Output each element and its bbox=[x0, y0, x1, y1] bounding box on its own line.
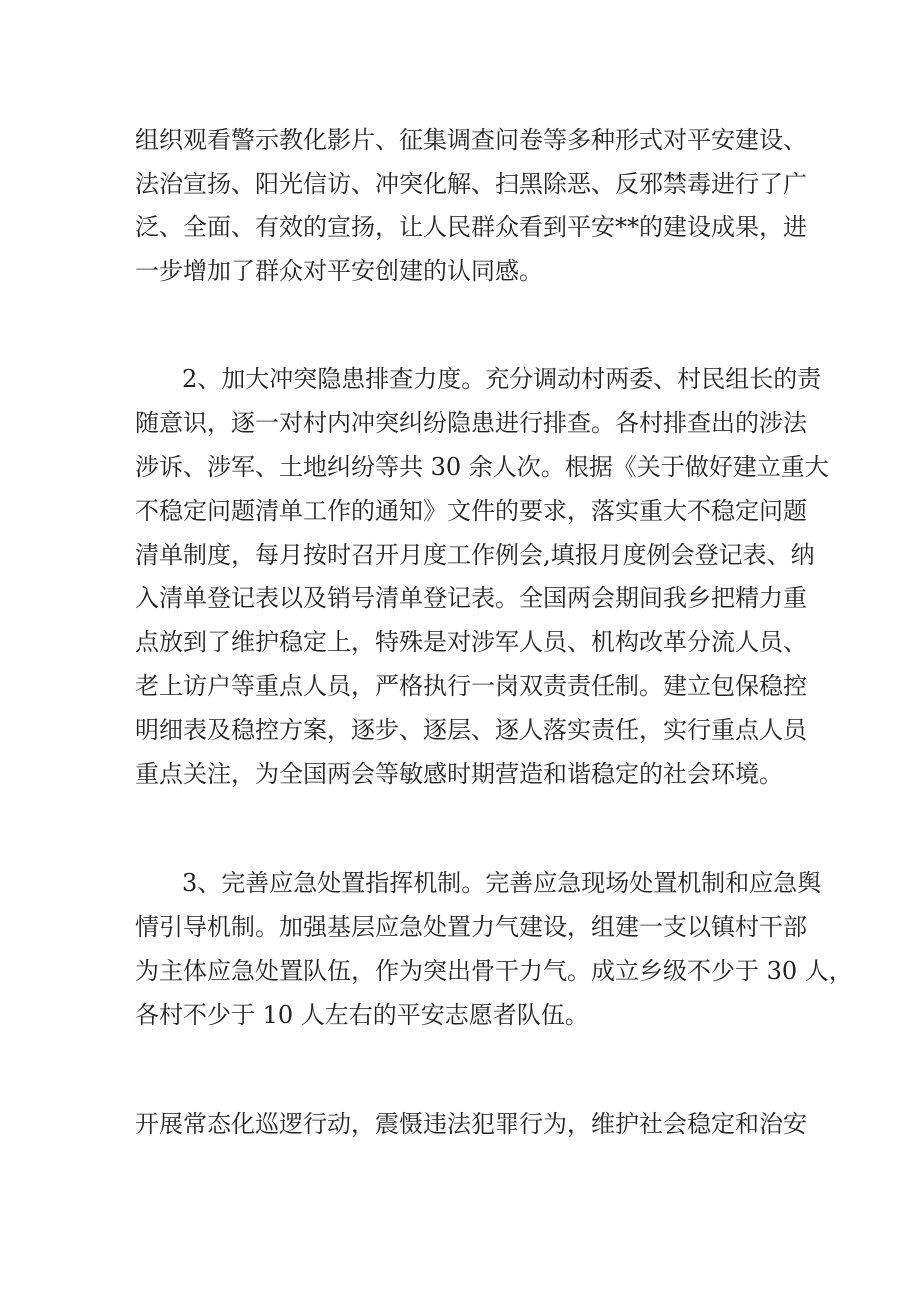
paragraph-2-line-9: 明细表及稳控方案，逐步、逐层、逐人落实责任，实行重点人员 bbox=[135, 716, 807, 744]
paragraph-2-line-3: 涉诉、涉军、土地纠纷等共 30 余人次。根据《关于做好建立重大 bbox=[135, 453, 829, 481]
paragraph-2-line-2: 随意识，逐一对村内冲突纠纷隐患进行排查。各村排查出的涉法 bbox=[135, 409, 807, 437]
paragraph-2-line-6: 入清单登记表以及销号清单登记表。全国两会期间我乡把精力重 bbox=[135, 584, 807, 612]
paragraph-2-line-1: 2、加大冲突隐患排查力度。充分调动村两委、村民组长的责 bbox=[182, 365, 822, 393]
paragraph-3-line-2: 情引导机制。加强基层应急处置力气建设，组建一支以镇村干部 bbox=[135, 913, 807, 941]
paragraph-4-line-1: 开展常态化巡逻行动，震慑违法犯罪行为，维护社会稳定和治安 bbox=[135, 1110, 807, 1138]
paragraph-2-line-4: 不稳定问题清单工作的通知》文件的要求，落实重大不稳定问题 bbox=[135, 497, 807, 525]
paragraph-3-line-4: 各村不少于 10 人左右的平安志愿者队伍。 bbox=[135, 1001, 589, 1029]
paragraph-1-line-2: 法治宣扬、阳光信访、冲突化解、扫黑除恶、反邪禁毒进行了广 bbox=[135, 170, 807, 198]
paragraph-3-line-1: 3、完善应急处置指挥机制。完善应急现场处置机制和应急舆 bbox=[182, 869, 822, 897]
paragraph-2-line-8: 老上访户等重点人员，严格执行一岗双责责任制。建立包保稳控 bbox=[135, 672, 807, 700]
paragraph-1-line-1: 组织观看警示教化影片、征集调查问卷等多种形式对平安建设、 bbox=[135, 126, 807, 154]
paragraph-1-line-4: 一步增加了群众对平安创建的认同感。 bbox=[135, 257, 543, 285]
paragraph-2-line-10: 重点关注，为全国两会等敏感时期营造和谐稳定的社会环境。 bbox=[135, 760, 783, 788]
paragraph-2-line-5: 清单制度，每月按时召开月度工作例会,填报月度例会登记表、纳 bbox=[135, 541, 815, 569]
paragraph-3-line-3: 为主体应急处置队伍，作为突出骨干力气。成立乡级不少于 30 人， bbox=[135, 957, 853, 985]
paragraph-1-line-3: 泛、全面、有效的宣扬，让人民群众看到平安**的建设成果，进 bbox=[135, 213, 807, 241]
paragraph-2-line-7: 点放到了维护稳定上，特殊是对涉军人员、机构改革分流人员、 bbox=[135, 628, 807, 656]
